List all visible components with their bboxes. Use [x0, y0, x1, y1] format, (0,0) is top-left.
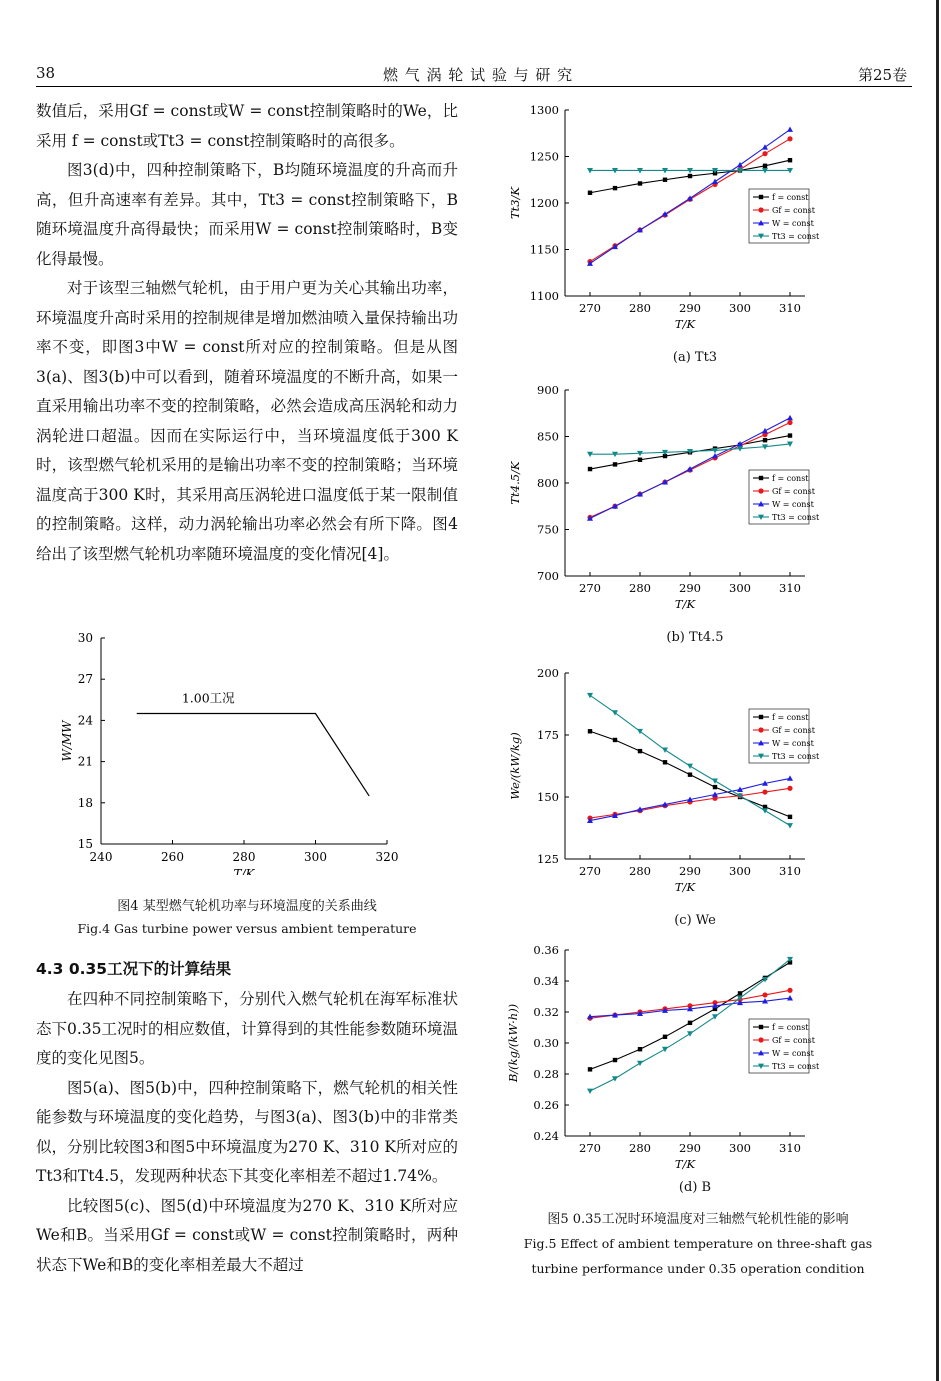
data-point	[762, 808, 768, 813]
y-axis-label: W/MW	[60, 720, 74, 762]
data-point	[638, 458, 642, 462]
y-axis-label: B/(kg/(kW·h))	[506, 1003, 520, 1083]
legend-marker	[758, 488, 763, 493]
data-point	[787, 988, 792, 993]
y-tick-label: 0.30	[533, 1036, 559, 1050]
fig5-caption-en-2: turbine performance under 0.35 operation condition	[531, 1261, 865, 1276]
fig5a-subcaption: (a) Tt3	[672, 350, 718, 365]
legend-label: Tt3 = const	[772, 232, 820, 241]
data-point	[663, 760, 667, 764]
data-point	[663, 178, 667, 182]
fig5c-chart	[505, 663, 825, 898]
y-axis-label: We/(kW/kg)	[508, 732, 522, 800]
y-tick-label: 24	[77, 713, 93, 728]
data-point	[712, 453, 718, 458]
data-point	[587, 693, 593, 698]
paragraph: 数值后，采用Gf = const或W = const控制策略时的We，比采用 f = const或Tt3 = const控制策略时的高很多。	[36, 102, 458, 150]
y-tick-label: 750	[537, 522, 559, 537]
journal-title: 燃 气 涡 轮 试 验 与 研 究	[383, 66, 574, 84]
x-tick-label: 280	[629, 581, 651, 595]
legend-label: Tt3 = const	[772, 1062, 820, 1071]
page-edge	[936, 0, 939, 1381]
x-tick-label: 240	[89, 850, 113, 864]
fig5-caption-en-1: Fig.5 Effect of ambient temperature on three-shaft gas	[523, 1236, 873, 1251]
paragraph: 图3(d)中，四种控制策略下，B均随环境温度的升高而升高，但升高速率有差异。其中，Tt3 = const控制策略下，B随环境温度升高得最快；而采用W = const控制策略时，B变化得最慢。	[36, 161, 458, 268]
data-point	[613, 186, 617, 190]
x-tick-label: 270	[579, 301, 601, 315]
legend-label: Gf = const	[772, 726, 815, 735]
data-point	[762, 789, 767, 794]
data-point	[637, 1061, 643, 1066]
data-point	[588, 1067, 592, 1071]
paragraph: 比较图5(c)、图5(d)中环境温度为270 K、310 K所对应We和B。当采用Gf = const或W = const控制策略时，两种状态下We和B的变化率相差最大不超过	[36, 1196, 458, 1274]
fig4-svg	[55, 630, 405, 875]
data-point	[613, 1058, 617, 1062]
fig5d-svg	[505, 940, 825, 1175]
y-tick-label: 0.34	[533, 974, 559, 988]
paragraph: 在四种不同控制策略下，分别代入燃气轮机在海军标准状态下0.35工况时的相应数值，计算得到的其性能参数随环境温度的变化见图5。	[36, 990, 459, 1067]
data-point	[687, 764, 693, 769]
data-point	[662, 1047, 668, 1052]
data-point	[612, 1076, 618, 1081]
data-point	[712, 778, 718, 783]
legend-marker	[758, 1037, 763, 1042]
x-axis-label: T/K	[674, 317, 696, 331]
power-curve	[137, 714, 369, 796]
y-tick-label: 800	[537, 476, 559, 490]
y-tick-label: 700	[537, 569, 559, 583]
y-tick-label: 15	[77, 837, 93, 851]
legend-label: Gf = const	[772, 1036, 815, 1045]
fig4-caption-cn: 图4 某型燃气轮机功率与环境温度的关系曲线	[117, 899, 377, 914]
data-point	[787, 786, 792, 791]
y-tick-label: 1200	[529, 196, 559, 210]
y-tick-label: 0.28	[533, 1067, 559, 1081]
data-point	[688, 174, 692, 178]
data-point	[787, 823, 793, 828]
x-tick-label: 310	[779, 1141, 801, 1155]
data-point	[688, 1021, 692, 1025]
fig5-caption-cn: 图5 0.35工况时环境温度对三轴燃气轮机性能的影响	[547, 1212, 849, 1227]
data-point	[788, 158, 792, 162]
legend-label: W = const	[772, 1049, 814, 1058]
left-column-text	[36, 97, 458, 569]
data-point	[687, 1031, 693, 1036]
data-point	[613, 462, 617, 466]
data-point	[688, 772, 692, 776]
x-axis-label: T/K	[674, 1157, 696, 1171]
section-heading: 4.3 0.35工况下的计算结果	[36, 960, 232, 978]
legend-marker	[758, 207, 763, 212]
data-point	[762, 992, 767, 997]
fig4-chart	[55, 630, 405, 875]
data-point	[613, 738, 617, 742]
x-axis-label: T/K	[233, 867, 255, 875]
data-point	[638, 181, 642, 185]
data-point	[762, 144, 768, 149]
x-tick-label: 310	[779, 864, 801, 878]
x-tick-label: 300	[729, 1141, 751, 1155]
legend-label: f = const	[772, 474, 809, 483]
x-tick-label: 300	[729, 301, 751, 315]
y-tick-label: 150	[537, 790, 559, 804]
y-axis-label: Tt4.5/K	[508, 461, 522, 505]
y-tick-label: 175	[537, 728, 559, 742]
legend-marker	[759, 476, 763, 480]
y-tick-label: 30	[77, 631, 93, 645]
legend-label: Gf = const	[772, 487, 815, 496]
page-number: 38	[36, 64, 56, 82]
fig5b-svg	[505, 380, 825, 615]
data-point	[588, 467, 592, 471]
y-tick-label: 1100	[529, 289, 559, 303]
y-tick-label: 125	[537, 852, 559, 866]
data-point	[662, 747, 668, 752]
y-tick-label: 0.26	[533, 1098, 559, 1112]
data-point	[787, 127, 793, 132]
fig5a-chart	[505, 100, 825, 335]
x-tick-label: 280	[232, 850, 256, 864]
x-tick-label: 290	[679, 301, 701, 315]
fig5c-svg	[505, 663, 825, 898]
data-point	[787, 420, 792, 425]
legend-marker	[759, 715, 763, 719]
data-point	[712, 179, 718, 184]
x-tick-label: 290	[679, 864, 701, 878]
x-tick-label: 270	[579, 864, 601, 878]
legend-marker	[758, 727, 763, 732]
data-point	[787, 415, 793, 420]
legend-marker	[759, 195, 763, 199]
legend-label: W = const	[772, 500, 814, 509]
data-point	[737, 162, 743, 167]
legend-label: W = const	[772, 219, 814, 228]
legend-label: W = const	[772, 739, 814, 748]
legend-marker	[759, 1025, 763, 1029]
x-tick-label: 320	[375, 850, 399, 864]
left-column-text-2	[36, 985, 458, 1280]
legend-label: Tt3 = const	[772, 513, 820, 522]
fig5c-subcaption: (c) We	[674, 913, 716, 928]
x-tick-label: 270	[579, 1141, 601, 1155]
x-tick-label: 280	[629, 864, 651, 878]
x-tick-label: 300	[729, 581, 751, 595]
data-point	[588, 729, 592, 733]
header-rule	[36, 86, 912, 87]
y-tick-label: 1250	[529, 149, 559, 164]
y-tick-label: 850	[537, 429, 559, 444]
data-point	[588, 191, 592, 195]
data-point	[713, 785, 717, 789]
y-tick-label: 1300	[529, 103, 559, 117]
legend-label: Gf = const	[772, 206, 815, 215]
data-point	[787, 775, 793, 780]
fig5b-subcaption: (b) Tt4.5	[666, 630, 724, 645]
x-axis-label: T/K	[674, 880, 696, 894]
x-tick-label: 280	[629, 1141, 651, 1155]
x-tick-label: 260	[161, 850, 184, 864]
legend-label: Tt3 = const	[772, 752, 820, 761]
x-tick-label: 300	[729, 864, 751, 878]
data-point	[712, 1014, 718, 1019]
data-point	[663, 1035, 667, 1039]
fig4-caption-en: Fig.4 Gas turbine power versus ambient temperature	[77, 921, 417, 936]
x-tick-label: 300	[304, 850, 327, 864]
fig5a-svg	[505, 100, 825, 335]
data-point	[788, 815, 792, 819]
x-tick-label: 290	[679, 581, 701, 595]
x-tick-label: 270	[579, 581, 601, 595]
legend-label: f = const	[772, 713, 809, 722]
data-point	[763, 164, 767, 168]
paragraph: 图5(a)、图5(b)中，四种控制策略下，燃气轮机的相关性能参数与环境温度的变化趋势，与图3(a)、图3(b)中的非常类似，分别比较图3和图5中环境温度为270 K、310 K所对应的Tt3和Tt4.5，发现两种状态下其变化率相差不超过1.74%。	[36, 1078, 458, 1185]
y-tick-label: 27	[77, 672, 93, 687]
y-tick-label: 0.32	[533, 1005, 559, 1019]
x-tick-label: 290	[679, 1141, 701, 1155]
data-point	[762, 151, 767, 156]
data-point	[587, 1089, 593, 1094]
fig5b-chart	[505, 380, 825, 615]
data-point	[788, 433, 792, 437]
fig5d-chart	[505, 940, 825, 1175]
data-point	[762, 428, 768, 433]
y-tick-label: 0.24	[533, 1129, 559, 1143]
data-point	[763, 438, 767, 442]
paragraph: 对于该型三轴燃气轮机，由于用户更为关心其输出功率，环境温度升高时采用的控制规律是增加燃油喷入量保持输出功率不变，即图3中W = const所对应的控制策略。但是从图3(a)、图3(b)中可以看到，随着环境温度的不断升高，如果一直采用输出功率不变的控制策略，必然会造成高压涡轮和动力涡轮进口超温。因而在实际运行中，当环境温度低于300 K时，该型燃气轮机采用的是输出功率不变的控制策略；当环境温度高于300 K时，其采用高压涡轮进口温度低于某一限制值的控制策略。这样，动力涡轮输出功率必然会有所下降。图4给出了该型燃气轮机功率随环境温度的变化情况[4]。	[36, 279, 458, 563]
volume-label: 第25卷	[858, 66, 908, 84]
y-tick-label: 0.36	[533, 943, 559, 957]
legend-label: f = const	[772, 1023, 809, 1032]
data-point	[787, 995, 793, 1000]
data-point	[738, 991, 742, 995]
x-tick-label: 310	[779, 301, 801, 315]
y-tick-label: 900	[537, 383, 559, 397]
y-tick-label: 200	[537, 666, 559, 680]
curve-annotation: 1.00工况	[181, 690, 235, 706]
fig5d-subcaption: (d) B	[678, 1180, 712, 1195]
legend-label: f = const	[772, 193, 809, 202]
y-tick-label: 18	[77, 795, 93, 810]
data-point	[638, 749, 642, 753]
y-tick-label: 1150	[529, 242, 559, 257]
x-tick-label: 280	[629, 301, 651, 315]
y-axis-label: Tt3/K	[508, 186, 522, 220]
y-tick-label: 21	[77, 754, 93, 769]
x-axis-label: T/K	[674, 597, 696, 611]
data-point	[638, 1047, 642, 1051]
x-tick-label: 310	[779, 581, 801, 595]
data-point	[787, 136, 792, 141]
